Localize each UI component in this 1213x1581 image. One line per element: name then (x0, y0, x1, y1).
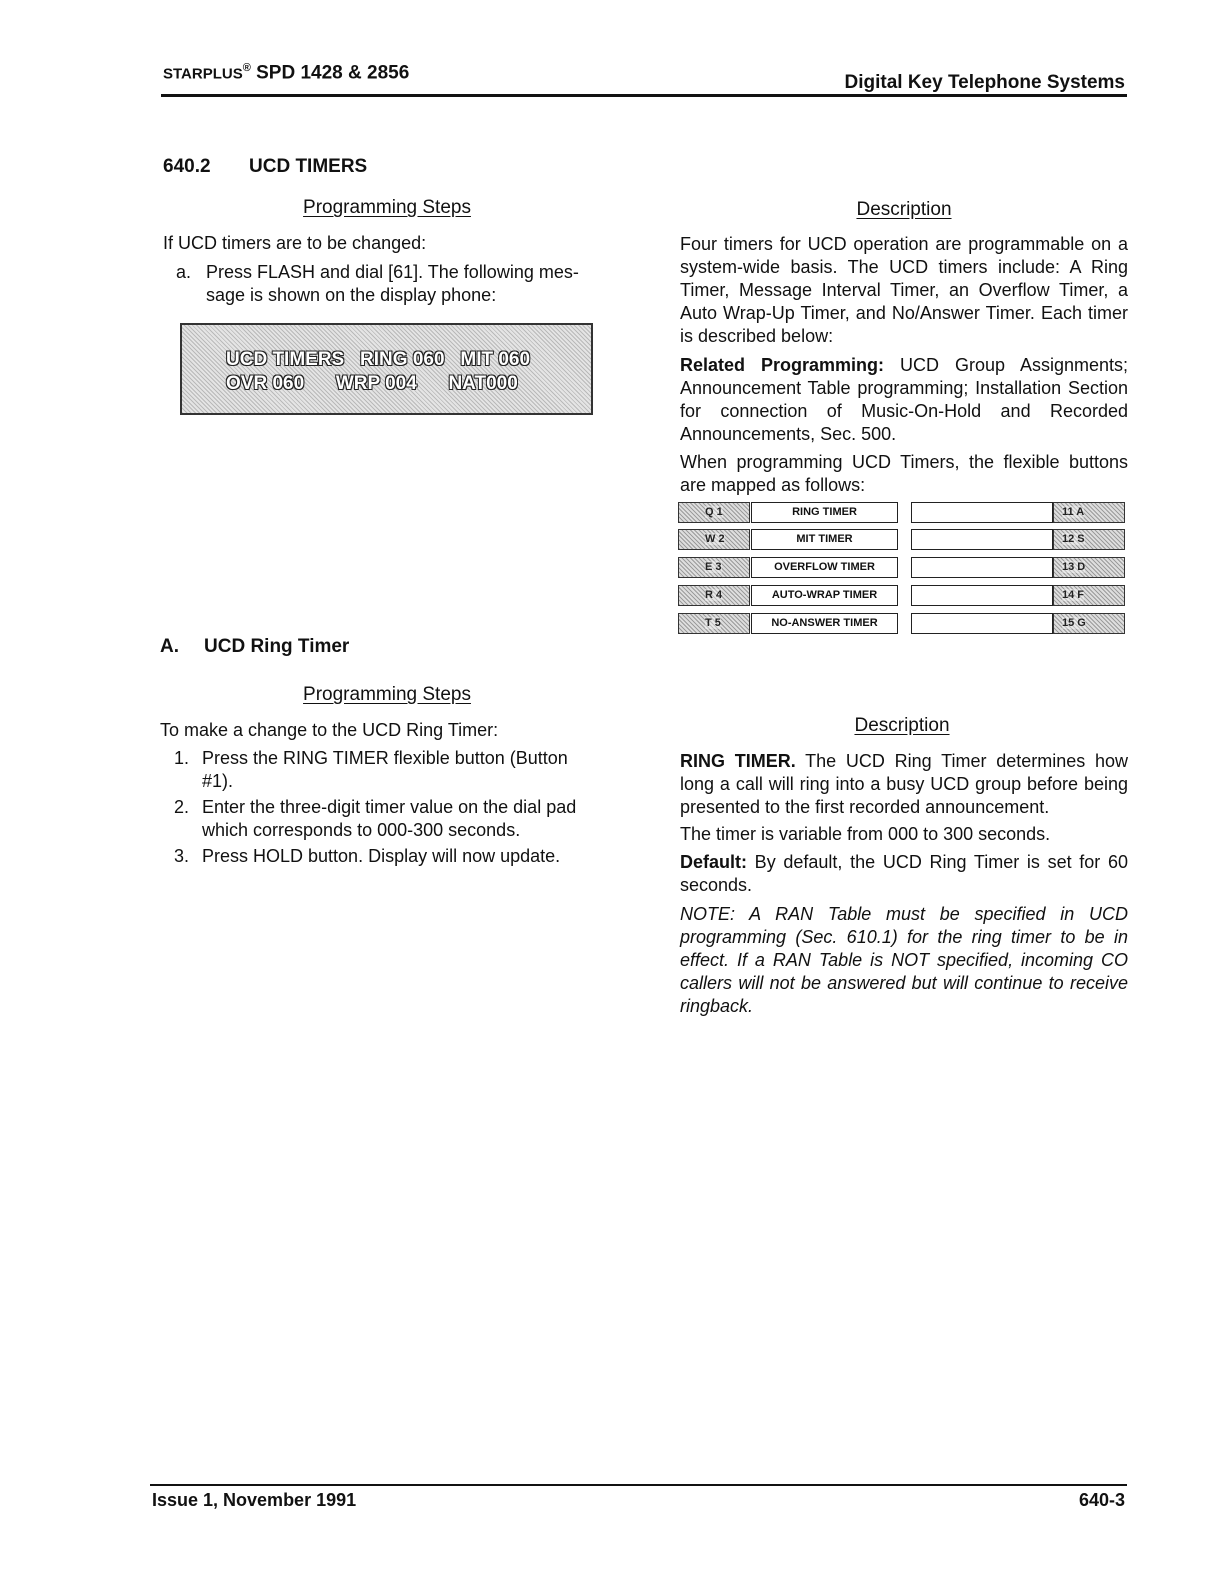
default-value-text: By default, the UCD Ring Timer is set for 60 seconds. (680, 852, 1128, 895)
description-heading-2: Description (854, 715, 950, 736)
footer-divider (150, 1484, 1127, 1486)
ring-timer-steps (160, 747, 620, 871)
key-15g: 15 G (1053, 613, 1125, 634)
mit-timer-label: MIT TIMER (751, 529, 898, 550)
no-answer-timer-label: NO-ANSWER TIMER (751, 613, 898, 634)
overflow-timer-label: OVERFLOW TIMER (751, 557, 898, 578)
default-text (680, 851, 1128, 897)
section-name: UCD TIMERS (249, 156, 368, 177)
key-w2: W 2 (678, 529, 750, 550)
footer-issue: Issue 1, November 1991 (152, 1490, 357, 1510)
section-number: 640.2 (163, 156, 211, 177)
step-a (176, 261, 616, 307)
ring-timer-label: RING TIMER (751, 502, 898, 523)
description-paragraph: Four timers for UCD operation are programmable on a system-wide basis. The UCD timers include: A Ring Timer, Message Interval Timer, an Overflow Timer, a Auto Wrap-Up Timer, and No/Answer Timer. Each timer is described below: (680, 234, 1128, 346)
lcd-line-1: UCD TIMERS RING 060 MIT 060 (226, 349, 531, 370)
header-divider (161, 94, 1127, 97)
ring-timer-label: RING TIMER. (680, 751, 796, 771)
ring-timer-intro: To make a change to the UCD Ring Timer: (160, 720, 499, 740)
key-q1: Q 1 (678, 502, 750, 523)
step-a-line1: Press FLASH and dial [61]. The following mes- (206, 262, 579, 282)
button-row (678, 585, 1128, 606)
step-item: 2. Enter the three-digit timer value on the dial pad which corresponds to 000-300 seconds. (174, 797, 577, 840)
key-t5: T 5 (678, 613, 750, 634)
section-title (163, 156, 367, 178)
related-label: Related Programming: (680, 355, 885, 375)
button-row (678, 557, 1128, 578)
empty-label-box (911, 585, 1053, 606)
empty-label-box (911, 613, 1053, 634)
step-item: 3. Press HOLD button. Display will now update. (174, 846, 561, 866)
step-item: 1. Press the RING TIMER flexible button (Button #1). (174, 748, 568, 791)
subsection-name: UCD Ring Timer (204, 636, 350, 657)
step-a-line2: sage is shown on the display phone: (206, 285, 497, 305)
key-12s: 12 S (1053, 529, 1125, 550)
subsection-letter: A. (160, 636, 179, 657)
timer-range-text: The timer is variable from 000 to 300 seconds. (680, 824, 1051, 844)
step-a-label: a. (176, 262, 192, 282)
ran-table-note: NOTE: A RAN Table must be specified in UCD programming (Sec. 610.1) for the ring timer to be in effect. If a RAN Table is NOT specified, incoming CO callers will not be answered but will continue to receive ringback. (680, 904, 1128, 1016)
key-r4: R 4 (678, 585, 750, 606)
key-13d: 13 D (1053, 557, 1125, 578)
brand-name: STARPLUS (163, 65, 243, 83)
related-text: UCD Group Assignments; Announcement Table programming; Installation Section for connection of Music-On-Hold and Recorded Announcements, Sec. 500. (680, 355, 1128, 444)
description-heading: Description (856, 199, 952, 220)
registered-mark: ® (242, 62, 251, 74)
key-11a: 11 A (1053, 502, 1125, 523)
auto-wrap-timer-label: AUTO-WRAP TIMER (751, 585, 898, 606)
key-14f: 14 F (1053, 585, 1125, 606)
button-mapping-intro: When programming UCD Timers, the flexible buttons are mapped as follows: (680, 452, 1128, 495)
button-row (678, 613, 1128, 634)
default-label: Default: (680, 852, 747, 872)
button-row (678, 502, 1128, 523)
lcd-line-2: OVR 060 WRP 004 NAT000 (226, 373, 518, 394)
model-name: SPD 1428 & 2856 (256, 62, 410, 84)
header-title (163, 62, 409, 84)
empty-label-box (911, 557, 1053, 578)
related-programming (680, 354, 1128, 446)
empty-label-box (911, 502, 1053, 523)
key-e3: E 3 (678, 557, 750, 578)
ring-timer-text: The UCD Ring Timer determines how long a call will ring into a busy UCD group before being presented to the first recorded announcement. (680, 751, 1128, 817)
page-number: 640-3 (1078, 1490, 1125, 1510)
button-row (678, 529, 1128, 550)
subsection-title (160, 636, 349, 658)
programming-steps-heading-2: Programming Steps (303, 684, 471, 705)
intro-text: If UCD timers are to be changed: (163, 233, 427, 253)
lcd-display (180, 323, 593, 415)
empty-label-box (911, 529, 1053, 550)
header-right-title: Digital Key Telephone Systems (844, 72, 1125, 93)
programming-steps-heading: Programming Steps (303, 197, 471, 218)
ring-timer-description (680, 750, 1128, 819)
